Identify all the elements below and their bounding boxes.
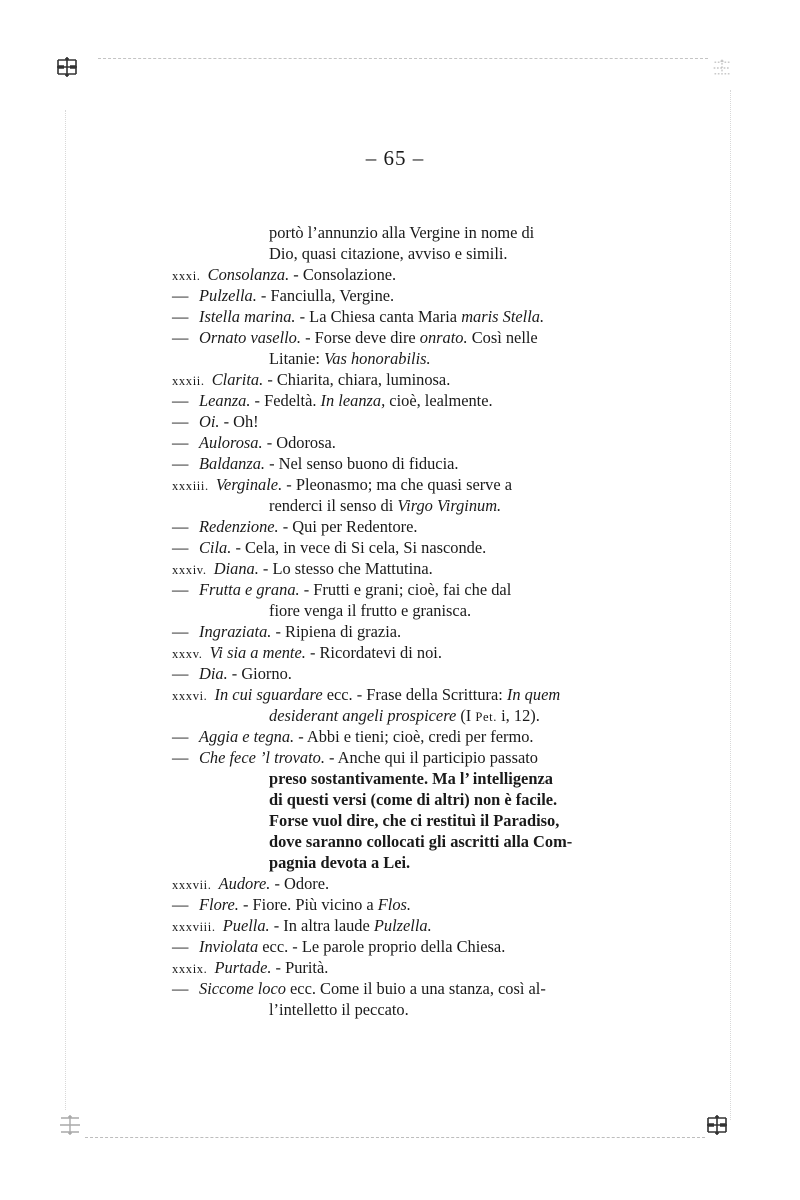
glossary-entry: — Oi. - Oh! (172, 412, 259, 431)
right-border-rule (730, 90, 731, 1120)
glossary-entry: — Siccome loco ecc. Come il buio a una stanza, così al- (172, 979, 546, 998)
glossary-entry: — Baldanza. - Nel senso buono di fiducia. (172, 454, 459, 473)
corner-ornament-icon (55, 55, 79, 79)
glossary-entry: xxxv. Vi sia a mente. - Ricordatevi di noi. (172, 643, 442, 662)
glossary-entry: xxxiv. Diana. - Lo stesso che Mattutina. (172, 559, 433, 578)
text-line: dove saranno collocati gli ascritti alla Com- (269, 832, 573, 851)
text-line: l’intelletto il peccato. (269, 1000, 409, 1019)
glossary-entry: — Ornato vasello. - Forse deve dire onrato. Così nelle (172, 328, 538, 347)
text-line: renderci il senso di Virgo Virginum. (269, 496, 502, 515)
glossary-entry: — Dia. - Giorno. (172, 664, 292, 683)
glossary-entry: xxxvii. Audore. - Odore. (172, 874, 330, 893)
glossary-entry: — Leanza. - Fedeltà. In leanza, cioè, lealmente. (172, 391, 493, 410)
glossary-entry: — Inviolata ecc. - Le parole proprio della Chiesa. (172, 937, 506, 956)
glossary-entry: xxxix. Purtade. - Purità. (172, 958, 329, 977)
glossary-entry: xxxii. Clarita. - Chiarita, chiara, luminosa. (172, 370, 451, 389)
text-line: pagnia devota a Lei. (269, 853, 411, 872)
glossary-entry: xxxviii. Puella. - In altra laude Pulzella. (172, 916, 432, 935)
corner-ornament-icon (58, 1113, 82, 1137)
left-border-rule (65, 110, 66, 1110)
glossary-entry: — Pulzella. - Fanciulla, Vergine. (172, 286, 395, 305)
glossary-entry: xxxiii. Verginale. - Pleonasmo; ma che quasi serve a (172, 475, 513, 494)
glossary-text (172, 222, 632, 1020)
glossary-entry: — Redenzione. - Qui per Redentore. (172, 517, 418, 536)
glossary-entry: xxxvi. In cui sguardare ecc. - Frase della Scrittura: In quem (172, 685, 561, 704)
text-line: preso sostantivamente. Ma l’ intelligenza (269, 769, 553, 788)
text-line: desiderant angeli prospicere (I Pet. i, 12). (269, 706, 540, 725)
top-border-rule (98, 58, 708, 59)
glossary-entry: — Frutta e grana. - Frutti e grani; cioè, fai che dal (172, 580, 512, 599)
glossary-entry: — Cila. - Cela, in vece di Si cela, Si nasconde. (172, 538, 487, 557)
text-line: Litanie: Vas honorabilis. (269, 349, 431, 368)
glossary-entry: — Aggia e tegna. - Abbi e tieni; cioè, credi per fermo. (172, 727, 534, 746)
page-number: – 65 – (365, 146, 425, 170)
text-line: portò l’annunzio alla Vergine in nome di (269, 223, 535, 242)
corner-ornament-icon (712, 58, 732, 78)
glossary-entry: — Istella marina. - La Chiesa canta Maria maris Stella. (172, 307, 545, 326)
glossary-entry: — Che fece ’l trovato. - Anche qui il participio passato (172, 748, 538, 767)
bottom-border-rule (85, 1137, 705, 1138)
glossary-entry: — Aulorosa. - Odorosa. (172, 433, 336, 452)
text-line: di questi versi (come di altri) non è facile. (269, 790, 558, 809)
glossary-entry: — Ingraziata. - Ripiena di grazia. (172, 622, 402, 641)
text-line: fiore venga il frutto e granisca. (269, 601, 472, 620)
corner-ornament-icon (705, 1113, 729, 1137)
glossary-entry: xxxi. Consolanza. - Consolazione. (172, 265, 397, 284)
text-line: Forse vuol dire, che ci restituì il Paradiso, (269, 811, 560, 830)
glossary-entry: — Flore. - Fiore. Più vicino a Flos. (172, 895, 412, 914)
text-line: Dio, quasi citazione, avviso e simili. (269, 244, 508, 263)
